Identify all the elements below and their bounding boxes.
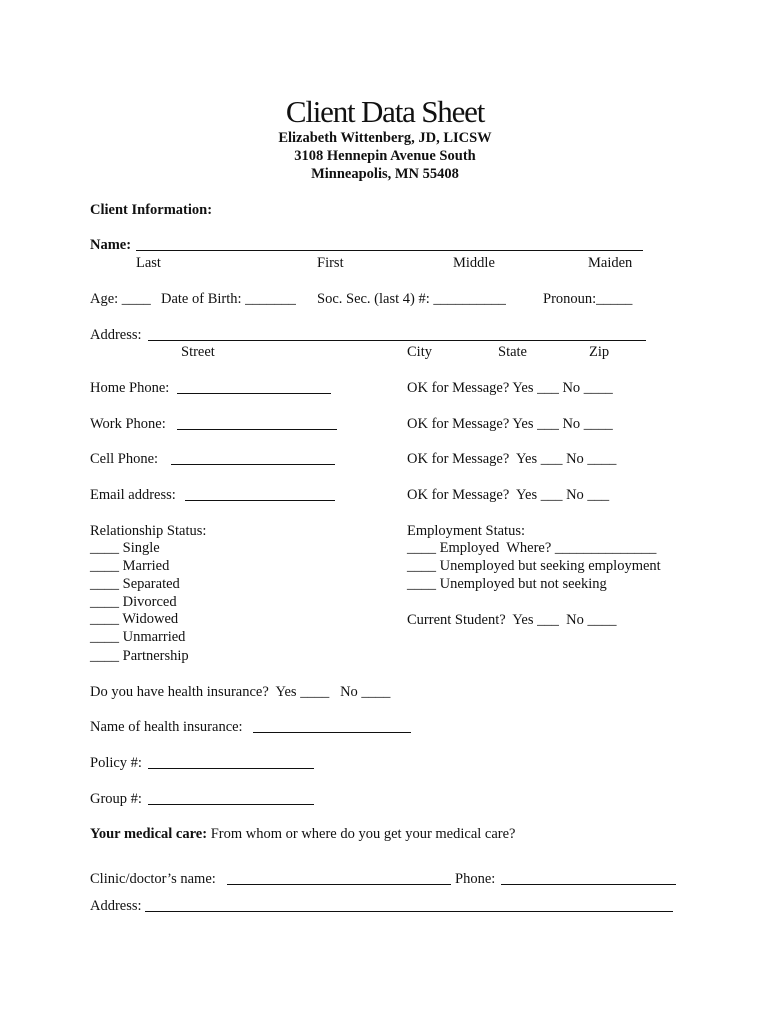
relationship-option[interactable]: ____ Married [90, 558, 170, 574]
employment-unemployed-seeking[interactable]: ____ Unemployed but seeking employment [407, 558, 661, 574]
address-label: Address: [90, 327, 142, 343]
doctor-address-label: Address: [90, 898, 142, 914]
relationship-option[interactable]: ____ Single [90, 540, 160, 556]
work-phone-ok[interactable]: OK for Message? Yes ___ No ____ [407, 416, 613, 432]
page-title: Client Data Sheet [285, 94, 485, 129]
therapist-name: Elizabeth Wittenberg, JD, LICSW [278, 130, 492, 146]
cell-phone-label: Cell Phone: [90, 451, 159, 467]
doctor-address-field[interactable] [145, 911, 673, 912]
medical-care-heading-bold: Your medical care: [90, 826, 208, 842]
group-field[interactable] [148, 804, 314, 805]
name-label: Name: [90, 237, 132, 253]
dob-field[interactable]: Date of Birth: _______ [161, 291, 296, 307]
relationship-heading: Relationship Status: [90, 523, 207, 539]
home-phone-ok[interactable]: OK for Message? Yes ___ No ____ [407, 380, 613, 396]
address-sub-city: City [407, 344, 432, 360]
email-label: Email address: [90, 487, 176, 503]
insurance-name-label: Name of health insurance: [90, 719, 243, 735]
name-sub-last: Last [136, 255, 161, 271]
work-phone-label: Work Phone: [90, 416, 166, 432]
cell-phone-field[interactable] [171, 464, 335, 465]
doctor-phone-label: Phone: [455, 871, 496, 887]
address-sub-street: Street [181, 344, 215, 360]
health-insurance-question[interactable]: Do you have health insurance? Yes ____ No ____ [90, 684, 391, 700]
insurance-name-field[interactable] [253, 732, 411, 733]
employment-employed[interactable]: ____ Employed Where? ______________ [407, 540, 657, 556]
doctor-name-field[interactable] [227, 884, 451, 885]
age-field[interactable]: Age: ____ [90, 291, 151, 307]
relationship-option[interactable]: ____ Partnership [90, 648, 189, 664]
relationship-option[interactable]: ____ Separated [90, 576, 180, 592]
relationship-option[interactable]: ____ Unmarried [90, 629, 186, 645]
group-label: Group #: [90, 791, 142, 807]
policy-field[interactable] [148, 768, 314, 769]
medical-care-heading [90, 825, 516, 843]
ssn-field[interactable]: Soc. Sec. (last 4) #: __________ [317, 291, 506, 307]
address-field[interactable] [148, 340, 646, 341]
name-field[interactable] [136, 250, 643, 251]
name-sub-first: First [317, 255, 344, 271]
email-ok[interactable]: OK for Message? Yes ___ No ___ [407, 487, 610, 503]
relationship-option[interactable]: ____ Widowed [90, 611, 179, 627]
pronoun-field[interactable]: Pronoun:_____ [543, 291, 633, 307]
medical-care-heading-text: From whom or where do you get your medical care? [207, 826, 516, 842]
employment-unemployed-not-seeking[interactable]: ____ Unemployed but not seeking [407, 576, 607, 592]
name-sub-maiden: Maiden [588, 255, 633, 271]
office-street: 3108 Hennepin Avenue South [294, 148, 476, 164]
email-field[interactable] [185, 500, 335, 501]
doctor-name-label: Clinic/doctor’s name: [90, 871, 216, 887]
home-phone-field[interactable] [177, 393, 331, 394]
name-sub-middle: Middle [453, 255, 495, 271]
cell-phone-ok[interactable]: OK for Message? Yes ___ No ____ [407, 451, 617, 467]
employment-heading: Employment Status: [407, 523, 526, 539]
address-sub-zip: Zip [589, 344, 610, 360]
policy-label: Policy #: [90, 755, 142, 771]
work-phone-field[interactable] [177, 429, 337, 430]
office-city: Minneapolis, MN 55408 [311, 166, 459, 182]
address-sub-state: State [498, 344, 527, 360]
client-info-heading: Client Information: [90, 202, 213, 218]
doctor-phone-field[interactable] [501, 884, 676, 885]
relationship-option[interactable]: ____ Divorced [90, 594, 177, 610]
current-student[interactable]: Current Student? Yes ___ No ____ [407, 612, 617, 628]
home-phone-label: Home Phone: [90, 380, 170, 396]
